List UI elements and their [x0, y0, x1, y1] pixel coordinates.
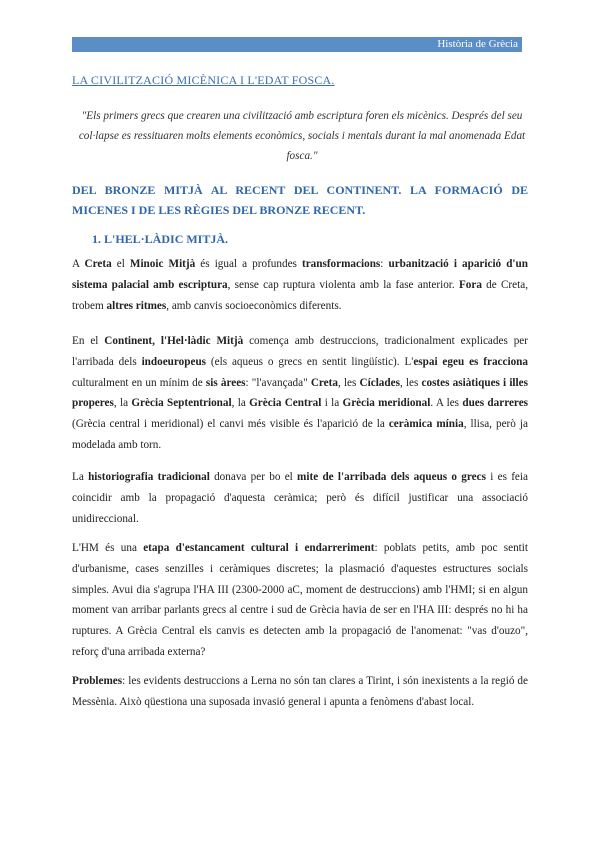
text-run: , la: [231, 397, 250, 410]
subheading: 1. L'HEL·LÀDIC MITJÀ.: [92, 232, 229, 246]
text-run: L'HM és una: [72, 542, 144, 554]
bold-text: Minoic Mitjà: [129, 258, 196, 270]
bold-text: espai egeu es fracciona: [413, 355, 528, 368]
text-run: A: [72, 258, 85, 270]
bold-text: Continent, l'Hel·làdic Mitjà: [104, 335, 244, 347]
header-title: Història de Grècia: [437, 38, 518, 50]
text-run: :: [380, 258, 389, 270]
text-run: el: [111, 258, 130, 270]
bold-text: Fora: [458, 278, 482, 291]
bold-text: altres ritmes: [106, 299, 167, 312]
bold-text: etapa d'estancament cultural i endarreriment: [143, 542, 375, 554]
text-run: , les: [399, 376, 422, 389]
bold-text: indoeuropeus: [141, 355, 207, 368]
text-run: és igual a profundes: [195, 258, 302, 270]
bold-text: ceràmica mínia: [388, 418, 464, 431]
bold-text: mite de l'arribada dels aqueus o grecs: [297, 471, 486, 483]
text-run: , la: [113, 397, 132, 410]
text-run: : les evidents destruccions a Lerna no són tan clares a Tirint, i són inexistents a la regió de Messènia. Això qüestiona una suposada invasió general i apunta a fenòmens d'abast local.: [72, 675, 528, 708]
text-run: i la: [321, 397, 343, 410]
text-run: comença amb destruccions, tradicionalment explicades per l'arribada dels: [72, 335, 528, 368]
intro-quote: "Els primers grecs que crearen una civilització amb escriptura foren els micènics. Després del seu col·lapse es ressituaren molts elements econòmics, socials i mentals durant la mal anomenada Edat fosca.": [78, 110, 526, 162]
paragraph-1: [72, 254, 528, 316]
bold-text: Grècia meridional: [342, 397, 431, 410]
text-run: . A les: [430, 397, 463, 410]
bold-text: Creta: [84, 258, 112, 270]
text-run: , sense cap ruptura violenta amb la fase anterior.: [227, 278, 459, 291]
paragraph-4: [72, 538, 528, 663]
text-run: de Creta, trobem: [72, 278, 528, 312]
header-bar: [72, 37, 522, 52]
bold-text: Grècia Septentrional: [131, 397, 232, 410]
text-run: , llisa, però ja modelada amb torn.: [72, 418, 528, 451]
bold-text: transformacions: [301, 258, 381, 270]
bold-text: historiografia tradicional: [88, 471, 210, 483]
bold-text: dues darreres: [462, 397, 529, 410]
text-run: : "l'avançada": [245, 376, 311, 389]
bold-text: Cíclades: [359, 376, 400, 389]
text-run: donava per bo el: [209, 471, 298, 483]
section-heading: DEL BRONZE MITJÀ AL RECENT DEL CONTINENT. LA FORMACIÓ DE MICENES I DE LES RÈGIES DEL BRONZE RECENT.: [72, 183, 528, 217]
text-run: En el: [72, 335, 105, 347]
paragraph-5: [72, 671, 528, 713]
paragraph-3: [72, 467, 528, 529]
bold-text: sis àrees: [205, 376, 246, 389]
bold-text: Problemes: [72, 675, 123, 687]
text-run: i es feia coincidir amb la propagació d'aquesta ceràmica; però és difícil justificar una associació unidireccional.: [72, 471, 528, 525]
text-run: (Grècia central i meridional) el canvi més visible és l'aparició de la: [72, 418, 389, 431]
bold-text: Grècia Central: [249, 397, 322, 410]
bold-text: Creta: [310, 376, 338, 389]
bold-text: urbanització i aparició d'un sistema palacial amb escriptura: [72, 258, 528, 291]
text-run: culturalment en un mínim de: [72, 376, 206, 389]
text-run: , amb canvis socioeconòmics diferents.: [166, 299, 342, 312]
text-run: : poblats petits, amb poc sentit d'urbanisme, cases senzilles i ceràmiques discretes; la plasmació d'aquestes estructures socials simples. Avui dia s'agrupa l'HA III (2300-2000 aC, moment de destruccions) amb l'HMI; si en algun moment van arribar parlants grecs al centre i sud de Grècia havia de ser en l'HA III: després no hi ha ruptures. A Grècia Central els canvis es detecten amb la propagació de l'anomenat: "vas d'ouzo", reforç d'una arribada externa?: [72, 542, 528, 658]
paragraph-2: [72, 331, 528, 456]
text-run: (els aqueus o grecs en sentit lingüístic). L': [206, 355, 414, 368]
document-title: LA CIVILITZACIÓ MICÈNICA I L'EDAT FOSCA.: [72, 73, 335, 87]
text-run: , les: [337, 376, 360, 389]
text-run: La: [72, 471, 89, 483]
bold-text: costes asiàtiques i illes properes: [72, 376, 528, 410]
